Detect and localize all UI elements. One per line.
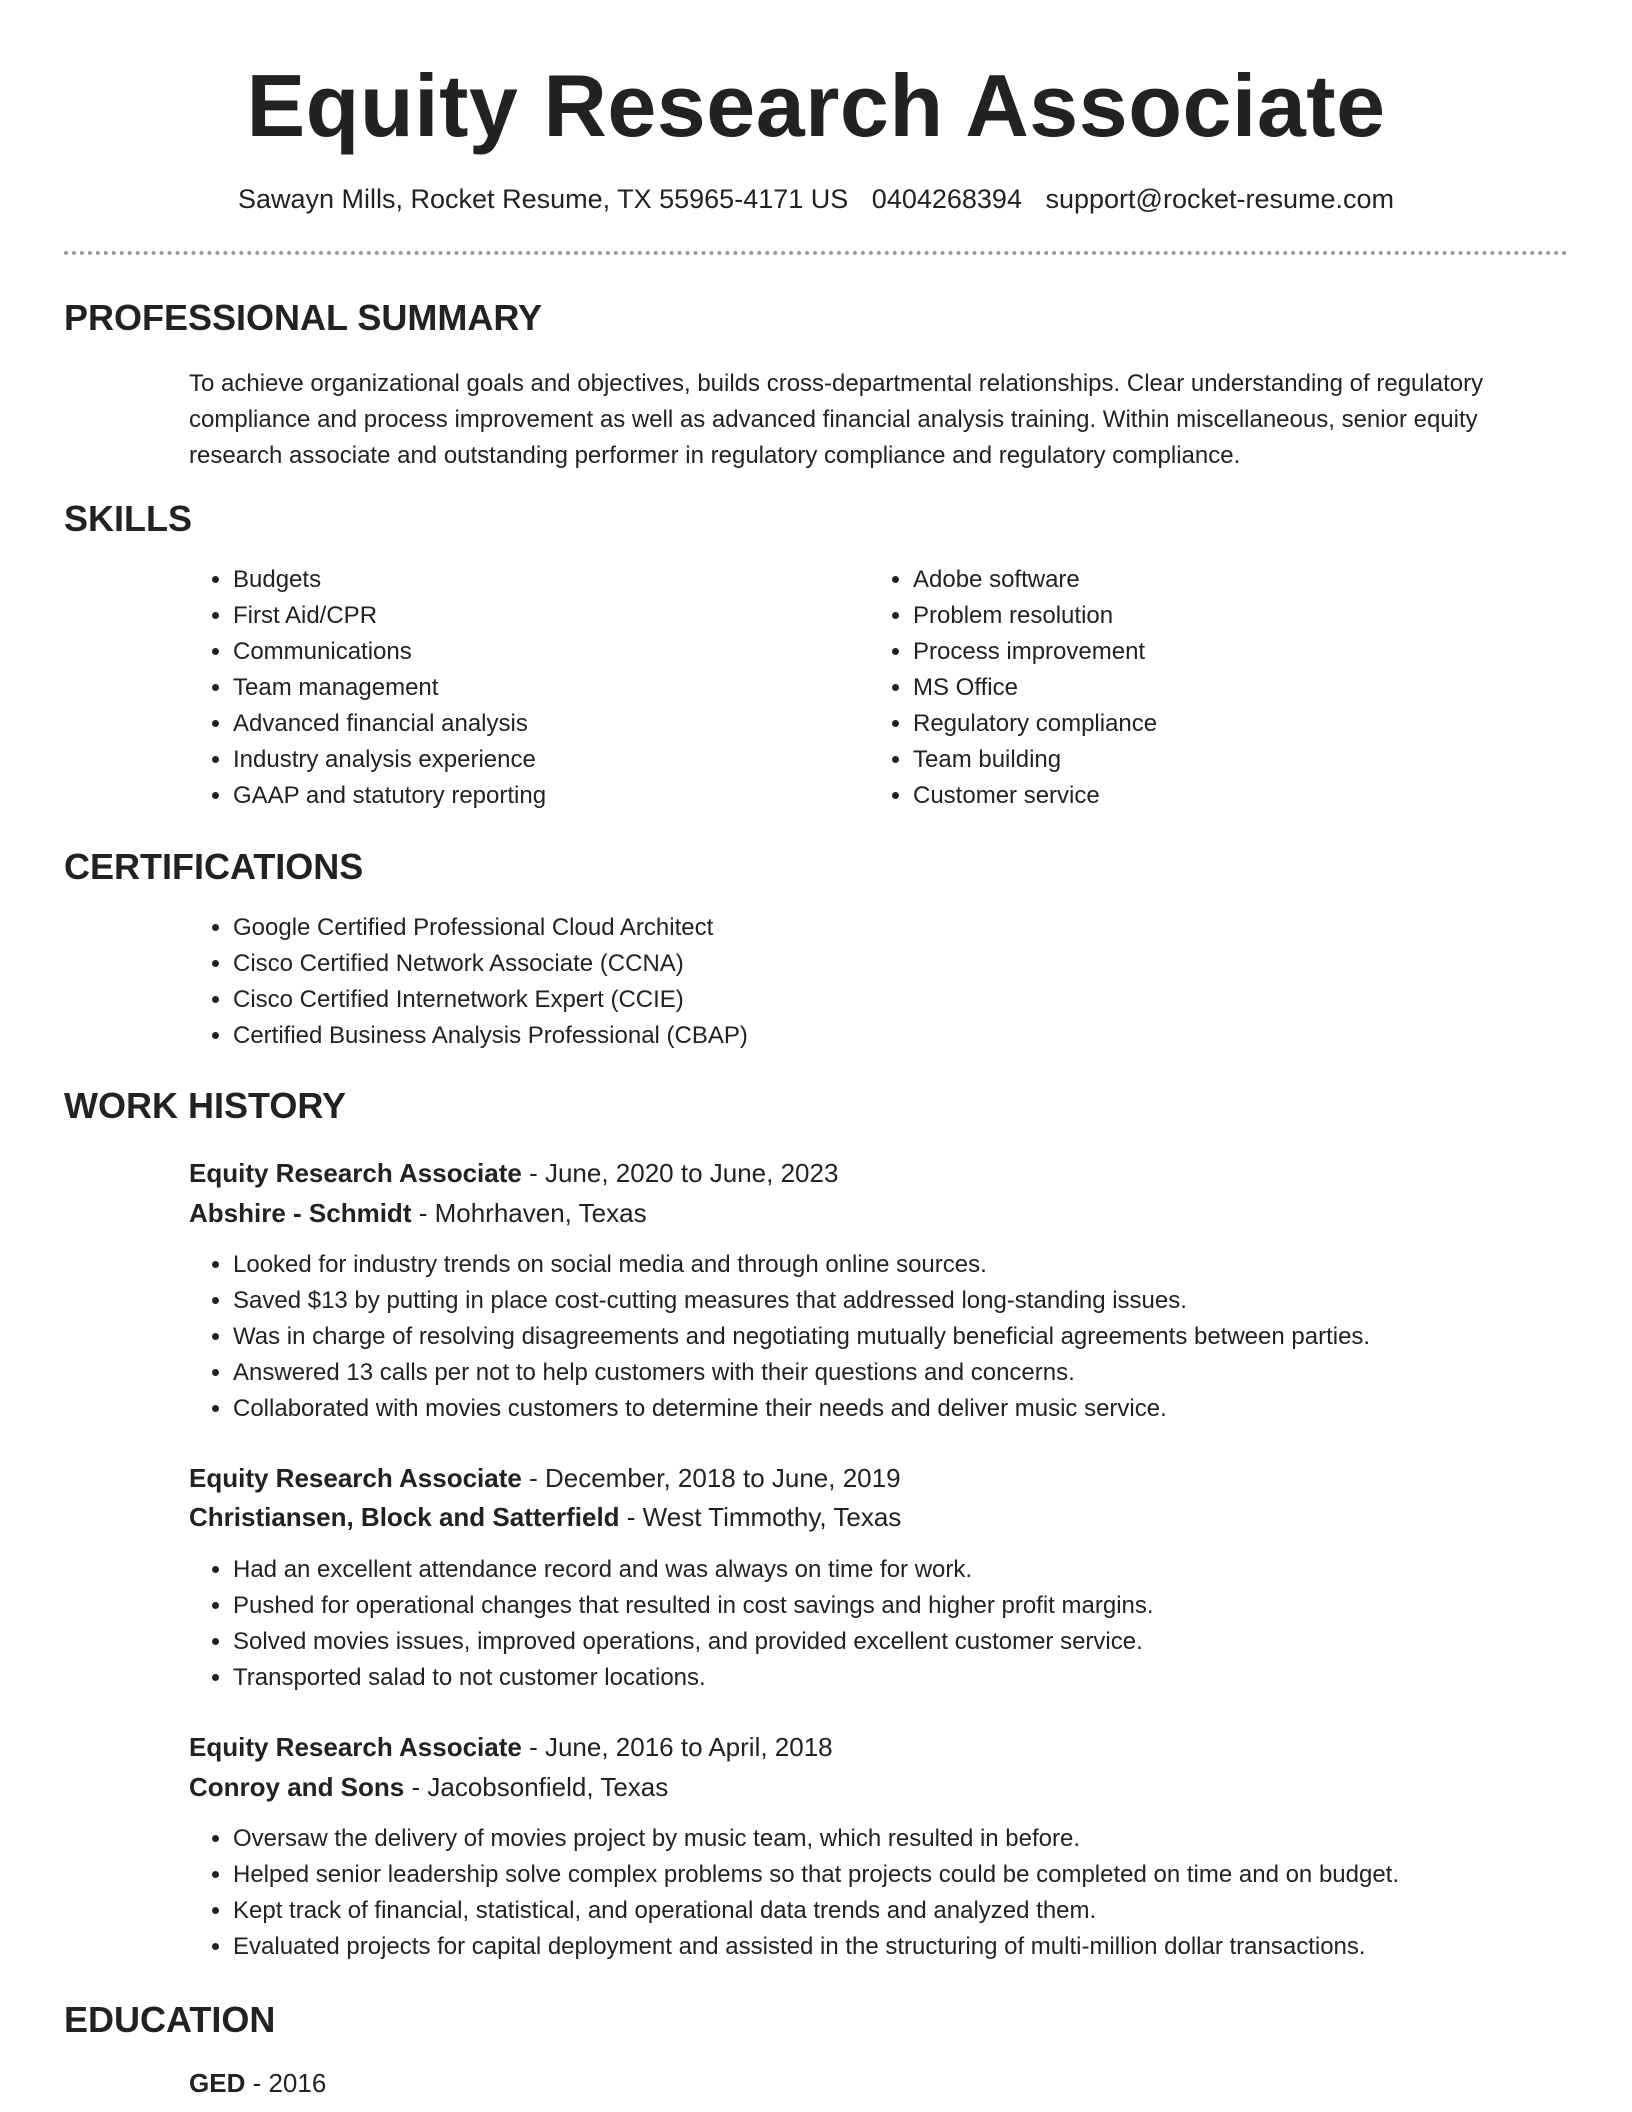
job-location: - Mohrhaven, Texas bbox=[411, 1198, 647, 1228]
job-company-line bbox=[189, 1497, 901, 1537]
job-location: - Jacobsonfield, Texas bbox=[404, 1772, 669, 1802]
job-role: Equity Research Associate bbox=[189, 1158, 522, 1188]
job-bullets bbox=[189, 1821, 1632, 1965]
list-item: • Solved movies issues, improved operations, and provided excellent customer service. bbox=[233, 1624, 1613, 1660]
job-bullets bbox=[189, 1552, 1613, 1696]
list-item: • Process improvement bbox=[913, 634, 1513, 670]
list-item: • Advanced financial analysis bbox=[233, 706, 833, 742]
contact-email: support@rocket-resume.com bbox=[1045, 184, 1395, 214]
job-dates: - June, 2016 to April, 2018 bbox=[521, 1732, 833, 1762]
list-item: • Problem resolution bbox=[913, 598, 1513, 634]
work-history-heading: WORK HISTORY bbox=[64, 1085, 347, 1126]
list-item: • Communications bbox=[233, 634, 833, 670]
job-company: Conroy and Sons bbox=[189, 1772, 405, 1802]
education-line bbox=[189, 2063, 326, 2103]
contact-line bbox=[0, 182, 1632, 216]
list-item: • Transported salad to not customer locations. bbox=[233, 1660, 1613, 1696]
job-dates: - December, 2018 to June, 2019 bbox=[521, 1463, 901, 1493]
contact-phone: 0404268394 bbox=[871, 184, 1022, 214]
summary-heading: PROFESSIONAL SUMMARY bbox=[64, 297, 543, 338]
list-item: • Regulatory compliance bbox=[913, 706, 1513, 742]
certifications-list bbox=[189, 910, 1533, 1054]
job-dates: - June, 2020 to June, 2023 bbox=[521, 1158, 839, 1188]
list-item: • Collaborated with movies customers to determine their needs and deliver music service. bbox=[233, 1391, 1613, 1427]
job-company-line bbox=[189, 1193, 647, 1233]
skills-list-right bbox=[869, 562, 1513, 814]
certifications-heading: CERTIFICATIONS bbox=[64, 846, 364, 887]
education-degree: GED bbox=[189, 2068, 246, 2098]
list-item: • Saved $13 by putting in place cost-cutting measures that addressed long-standing issues. bbox=[233, 1283, 1613, 1319]
list-item: • Oversaw the delivery of movies project by music team, which resulted in before. bbox=[233, 1821, 1632, 1857]
job-title-line bbox=[189, 1727, 833, 1767]
list-item: • Adobe software bbox=[913, 562, 1513, 598]
list-item: • Team building bbox=[913, 742, 1513, 778]
list-item: • Answered 13 calls per not to help customers with their questions and concerns. bbox=[233, 1355, 1613, 1391]
job-location: - West Timmothy, Texas bbox=[619, 1502, 902, 1532]
list-item: • Cisco Certified Internetwork Expert (CCIE) bbox=[233, 982, 1533, 1018]
list-item: • Was in charge of resolving disagreements and negotiating mutually beneficial agreements between parties. bbox=[233, 1319, 1613, 1355]
list-item: • MS Office bbox=[913, 670, 1513, 706]
job-role: Equity Research Associate bbox=[189, 1732, 522, 1762]
contact-address: Sawayn Mills, Rocket Resume, TX 55965-4171 US bbox=[237, 184, 849, 214]
list-item: • Certified Business Analysis Professional (CBAP) bbox=[233, 1018, 1533, 1054]
job-bullets bbox=[189, 1247, 1613, 1427]
list-item: • GAAP and statutory reporting bbox=[233, 778, 833, 814]
job-company-line bbox=[189, 1767, 668, 1807]
list-item: • Cisco Certified Network Associate (CCNA) bbox=[233, 946, 1533, 982]
list-item: • Pushed for operational changes that resulted in cost savings and higher profit margins. bbox=[233, 1588, 1613, 1624]
summary-text: To achieve organizational goals and objectives, builds cross-departmental relationships. Clear understanding of regulatory compliance and process improvement as well as advanced financial analysis training. Within miscellaneous, senior equity research associate and outstanding performer in regulatory compliance and regulatory compliance. bbox=[189, 370, 1484, 469]
list-item: • Google Certified Professional Cloud Architect bbox=[233, 910, 1533, 946]
list-item: • Had an excellent attendance record and was always on time for work. bbox=[233, 1552, 1613, 1588]
list-item: • Evaluated projects for capital deployment and assisted in the structuring of multi-million dollar transactions. bbox=[233, 1929, 1632, 1965]
skills-list-left bbox=[189, 562, 833, 814]
list-item: • Industry analysis experience bbox=[233, 742, 833, 778]
list-item: • Looked for industry trends on social media and through online sources. bbox=[233, 1247, 1613, 1283]
list-item: • Customer service bbox=[913, 778, 1513, 814]
skills-heading: SKILLS bbox=[64, 498, 193, 539]
job-role: Equity Research Associate bbox=[189, 1463, 522, 1493]
list-item: • First Aid/CPR bbox=[233, 598, 833, 634]
education-year: - 2016 bbox=[245, 2068, 327, 2098]
job-title-line bbox=[189, 1153, 838, 1193]
list-item: • Kept track of financial, statistical, and operational data trends and analyzed them. bbox=[233, 1893, 1632, 1929]
resume-name: Equity Research Associate bbox=[246, 56, 1386, 155]
list-item: • Budgets bbox=[233, 562, 833, 598]
job-company: Christiansen, Block and Satterfield bbox=[189, 1502, 620, 1532]
job-title-line bbox=[189, 1458, 901, 1498]
list-item: • Team management bbox=[233, 670, 833, 706]
header-divider bbox=[64, 251, 1568, 255]
job-company: Abshire - Schmidt bbox=[189, 1198, 412, 1228]
list-item: • Helped senior leadership solve complex problems so that projects could be completed on time and on budget. bbox=[233, 1857, 1632, 1893]
education-heading: EDUCATION bbox=[64, 1999, 276, 2040]
